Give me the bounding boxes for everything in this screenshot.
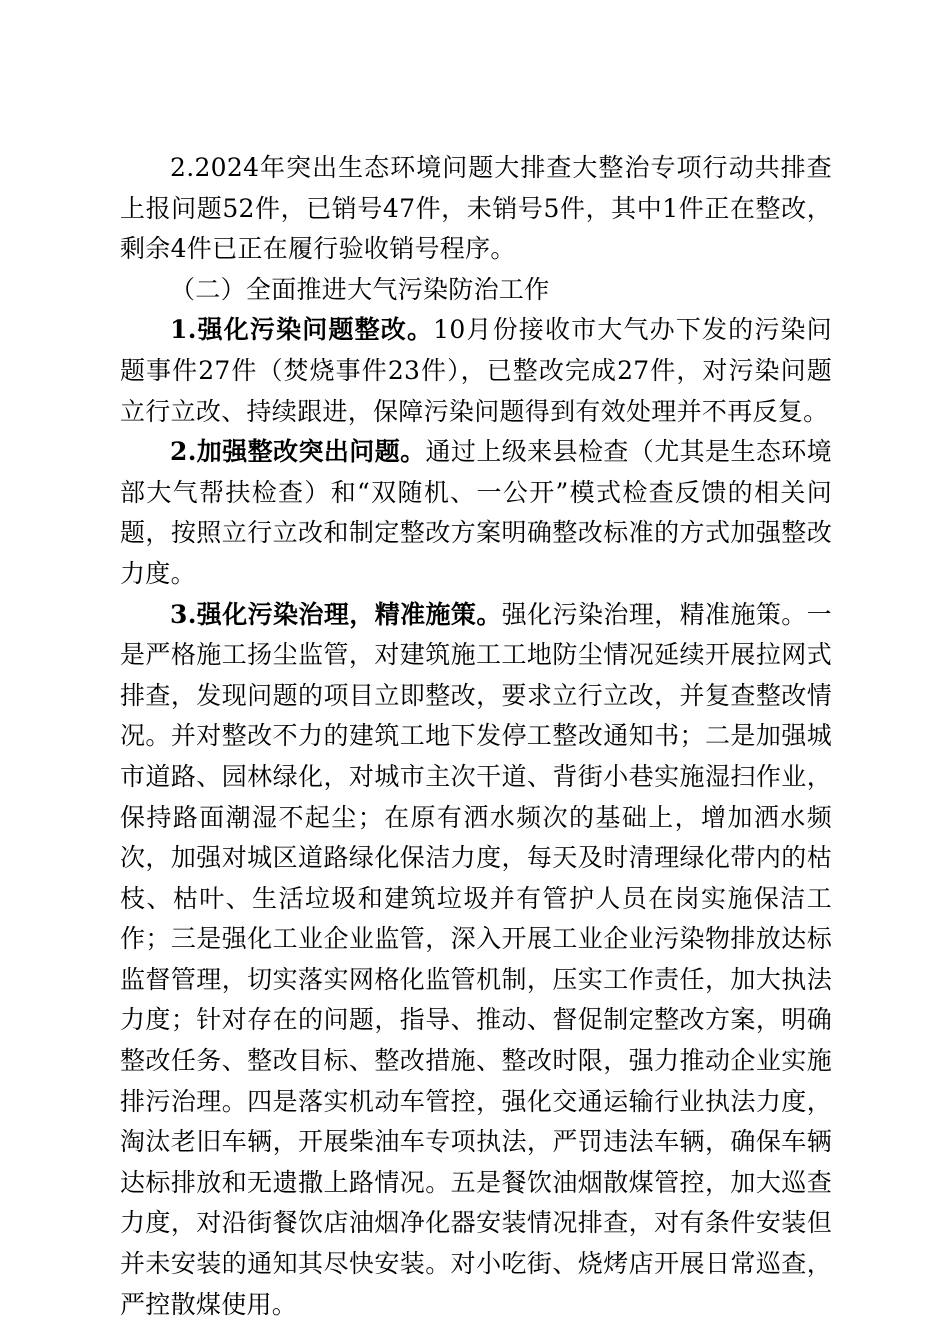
paragraph-pollution-governance bbox=[120, 595, 832, 1326]
heading-text: （二）全面推进大气污染防治工作 bbox=[170, 274, 550, 304]
paragraph-text: 2.2024年突出生态环境问题大排查大整治专项行动共排查上报问题52件，已销号47件，未销号5件，其中1件正在整改，剩余4件已正在履行验收销号程序。 bbox=[120, 153, 832, 264]
paragraph-lead: 2.加强整改突出问题。 bbox=[170, 437, 426, 467]
section-heading-air-pollution bbox=[120, 270, 832, 311]
paragraph-text: 通过上级来县检查（尤其是生态环境部大气帮扶检查）和“双随机、一公开”模式检查反馈的相关问题，按照立行立改和制定整改方案明确整改标准的方式加强整改力度。 bbox=[120, 437, 832, 588]
paragraph-special-action-stats bbox=[120, 148, 832, 270]
paragraph-text: 10月份接收市大气办下发的污染问题事件27件（焚烧事件23件），已整改完成27件，对污染问题立行立改、持续跟进，保障污染问题得到有效处理并不再反复。 bbox=[120, 315, 832, 426]
paragraph-pollution-rectification bbox=[120, 310, 832, 432]
paragraph-prominent-issues bbox=[120, 432, 832, 594]
paragraph-text: 强化污染治理，精准施策。一是严格施工扬尘监管，对建筑施工工地防尘情况延续开展拉网式排查，发现问题的项目立即整改，要求立行立改，并复查整改情况。并对整改不力的建筑工地下发停工整改通知书；二是加强城市道路、园林绿化，对城市主次干道、背街小巷实施湿扫作业，保持路面潮湿不起尘；在原有洒水频次的基础上，增加洒水频次，加强对城区道路绿化保洁力度，每天及时清理绿化带内的枯枝、枯叶、生活垃圾和建筑垃圾并有管护人员在岗实施保洁工作；三是强化工业企业监管，深入开展工业企业污染物排放达标监督管理，切实落实网格化监管机制，压实工作责任，加大执法力度；针对存在的问题，指导、推动、督促制定整改方案，明确整改任务、整改目标、整改措施、整改时限，强力推动企业实施排污治理。四是落实机动车管控，强化交通运输行业执法力度，淘汰老旧车辆，开展柴油车专项执法，严罚违法车辆，确保车辆达标排放和无遗撒上路情况。五是餐饮油烟散煤管控，加大巡查力度，对沿街餐饮店油烟净化器安装情况排查，对有条件安装但并未安装的通知其尽快安装。对小吃街、烧烤店开展日常巡查，严控散煤使用。 bbox=[120, 599, 832, 1319]
paragraph-lead: 1.强化污染问题整改。 bbox=[170, 315, 434, 345]
document-page bbox=[120, 148, 832, 1325]
paragraph-lead: 3.强化污染治理，精准施策。 bbox=[170, 599, 502, 629]
